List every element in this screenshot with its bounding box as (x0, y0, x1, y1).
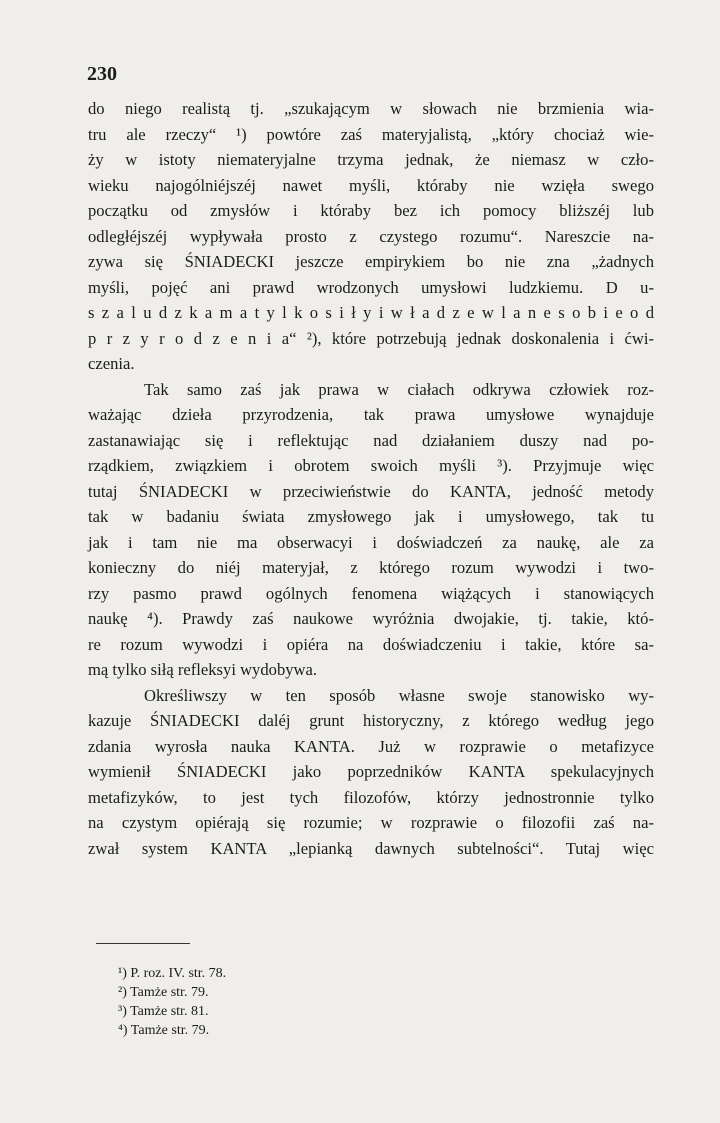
text-line: zwał system KANTA „lepianką dawnych subtelności“. Tutaj więc (88, 838, 654, 858)
text-line: odległéjszéj wypływała prosto z czystego rozumu“. Nareszcie na- (88, 226, 654, 246)
text-line: czenia. (88, 354, 135, 373)
text-line: Określiwszy w ten sposób własne swoje stanowisko wy- (144, 685, 654, 705)
text-line: do niego realistą tj. „szukającym w słowach nie brzmienia wia- (88, 99, 654, 118)
footnote-divider (96, 943, 190, 944)
text-line: s z a l u d z k a m a t y l k o s i ł y i w ł a d z e w l a n e s o b i e o d (88, 303, 654, 322)
paragraph-1 (88, 96, 654, 377)
footnote: ²) Tamże str. 79. (118, 985, 209, 1000)
text-line: wieku najogólniéjszéj nawet myśli, któraby nie wzięła swego (88, 175, 654, 195)
text-line: tru ale rzeczy“ ¹) powtóre zaś materyjalistą, „który chociaż wie- (88, 124, 654, 144)
footnote: ⁴) Tamże str. 79. (118, 1023, 210, 1038)
text-line: zywa się ŚNIADECKI jeszcze empirykiem bo nie zna „żadnych (88, 252, 654, 271)
page-number: 230 (87, 63, 117, 85)
paragraph-2 (88, 377, 654, 683)
text-line: kazuje ŚNIADECKI daléj grunt historyczny, z którego według jego (88, 711, 654, 730)
text-line: tutaj ŚNIADECKI w przeciwieństwie do KANTA, jedność metody (88, 481, 654, 501)
text-line: zdania wyrosła nauka KANTA. Już w rozprawie o metafizyce (88, 736, 654, 756)
body-text (88, 96, 654, 861)
text-line: ży w istoty niemateryjalne trzyma jednak, że niemasz w czło- (88, 150, 654, 169)
text-line: jak i tam nie ma obserwacyi i doświadczeń za naukę, ale za (88, 532, 654, 552)
text-line: zastanawiając się i reflektując nad działaniem duszy nad po- (88, 430, 654, 450)
footnote: ³) Tamże str. 81. (118, 1004, 209, 1019)
footnote: ¹) P. roz. IV. str. 78. (118, 966, 227, 981)
text-line: konieczny do niéj materyjał, z którego rozum wywodzi i two- (88, 558, 654, 577)
footnotes (118, 964, 226, 1040)
paragraph-3 (88, 683, 654, 862)
text-line: naukę ⁴). Prawdy zaś naukowe wyróżnia dwojakie, tj. takie, któ- (88, 609, 654, 628)
text-line: ważając dzieła przyrodzenia, tak prawa umysłowe wynajduje (88, 405, 654, 424)
text-line: p r z y r o d z e n i a“ ²), które potrzebują jednak doskonalenia i ćwi- (88, 328, 654, 348)
text-line: myśli, pojęć ani prawd wrodzonych umysłowi ludzkiemu. D u- (88, 277, 654, 297)
text-line: na czystym opiérają się rozumie; w rozprawie o filozofii zaś na- (88, 813, 654, 832)
text-line: początku od zmysłów i któraby bez ich pomocy bliższéj lub (88, 201, 654, 220)
text-line: rzy pasmo prawd ogólnych fenomena wiążących i stanowiących (88, 583, 654, 603)
text-line: metafizyków, to jest tych filozofów, którzy jednostronnie tylko (88, 787, 654, 807)
text-line: Tak samo zaś jak prawa w ciałach odkrywa człowiek roz- (144, 379, 654, 399)
text-line: tak w badaniu świata zmysłowego jak i umysłowego, tak tu (88, 507, 654, 526)
text-line: mą tylko siłą refleksyi wydobywa. (88, 660, 318, 679)
text-line: rządkiem, związkiem i obrotem swoich myśli ³). Przyjmuje więc (88, 456, 654, 475)
text-line: re rozum wywodzi i opiéra na doświadczeniu i takie, które sa- (88, 634, 654, 654)
text-line: wymienił ŚNIADECKI jako poprzedników KANTA spekulacyjnych (88, 762, 654, 781)
